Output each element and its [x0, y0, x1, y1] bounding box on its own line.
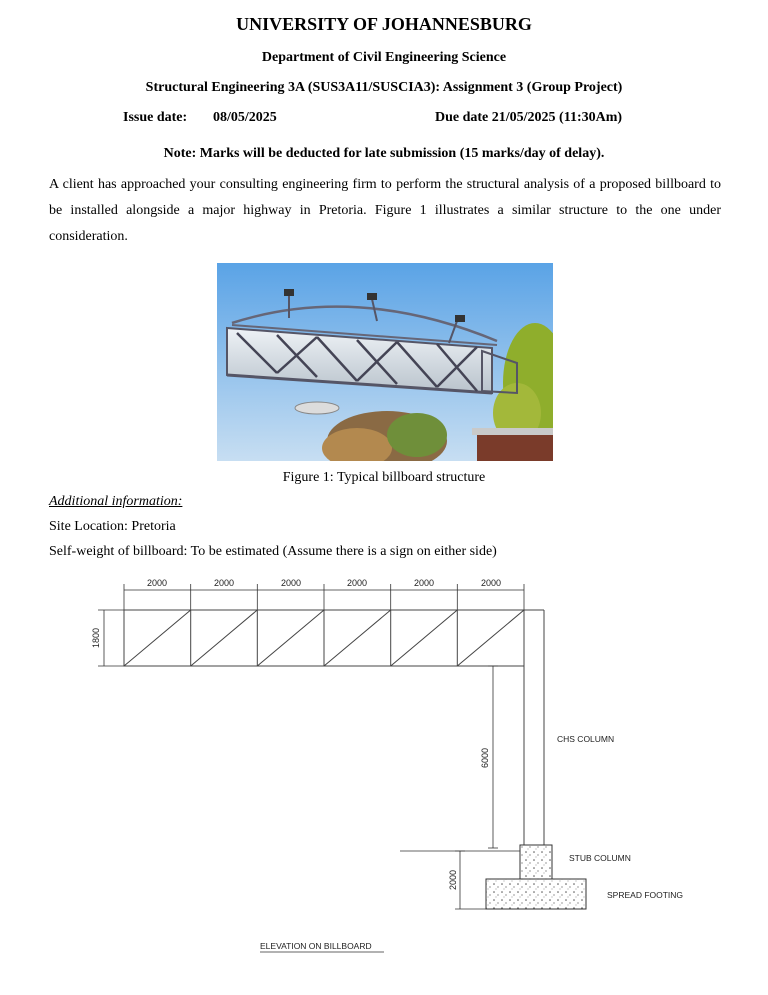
- university-title: UNIVERSITY OF JOHANNESBURG: [236, 14, 532, 34]
- bay-dim-5: 2000: [413, 578, 435, 588]
- stub-column-label: STUB COLUMN: [569, 853, 631, 863]
- course-heading: Structural Engineering 3A (SUS3A11/SUSCIA3): Assignment 3 (Group Project): [145, 80, 623, 95]
- self-weight: Self-weight of billboard: To be estimated (Assume there is a sign on either side): [49, 544, 497, 559]
- bay-dim-4: 2000: [346, 578, 368, 588]
- bay-dim-1: 2000: [146, 578, 168, 588]
- stub-column: [520, 845, 552, 880]
- intro-paragraph: A client has approached your consulting engineering firm to perform the structural analysis of a proposed billboard to be installed alongside a major highway in Pretoria. Figure 1 illustrates a similar structure to the one under consideration.: [49, 177, 721, 244]
- department-heading: Department of Civil Engineering Science: [261, 50, 507, 65]
- truss-frame: [124, 610, 544, 666]
- elevation-drawing: [60, 570, 710, 990]
- bay-dim-2: 2000: [213, 578, 235, 588]
- chs-column: [524, 610, 544, 845]
- column-dim-label: 6000: [480, 747, 490, 769]
- spread-footing: [486, 879, 586, 909]
- issue-date: 08/05/2025: [213, 110, 277, 125]
- additional-info-heading: Additional information:: [49, 494, 183, 509]
- bay-dim-3: 2000: [280, 578, 302, 588]
- stub-dimension: [455, 851, 486, 909]
- bay-dimension-line: [124, 584, 524, 610]
- late-submission-note: Note: Marks will be deducted for late submission (15 marks/day of delay).: [163, 146, 605, 161]
- height-dim-label: 1800: [91, 627, 101, 649]
- elevation-label: ELEVATION ON BILLBOARD: [260, 941, 372, 951]
- stub-dim-label: 2000: [448, 869, 458, 891]
- figure1-caption: Figure 1: Typical billboard structure: [282, 470, 486, 485]
- height-dimension: [98, 610, 124, 666]
- issue-label: Issue date:: [123, 110, 188, 125]
- site-location: Site Location: Pretoria: [49, 519, 176, 534]
- spread-footing-label: SPREAD FOOTING: [607, 890, 684, 900]
- chs-column-label: CHS COLUMN: [557, 734, 615, 744]
- billboard-photo: [217, 263, 553, 461]
- bay-dim-6: 2000: [480, 578, 502, 588]
- due-date: Due date 21/05/2025 (11:30Am): [435, 110, 623, 125]
